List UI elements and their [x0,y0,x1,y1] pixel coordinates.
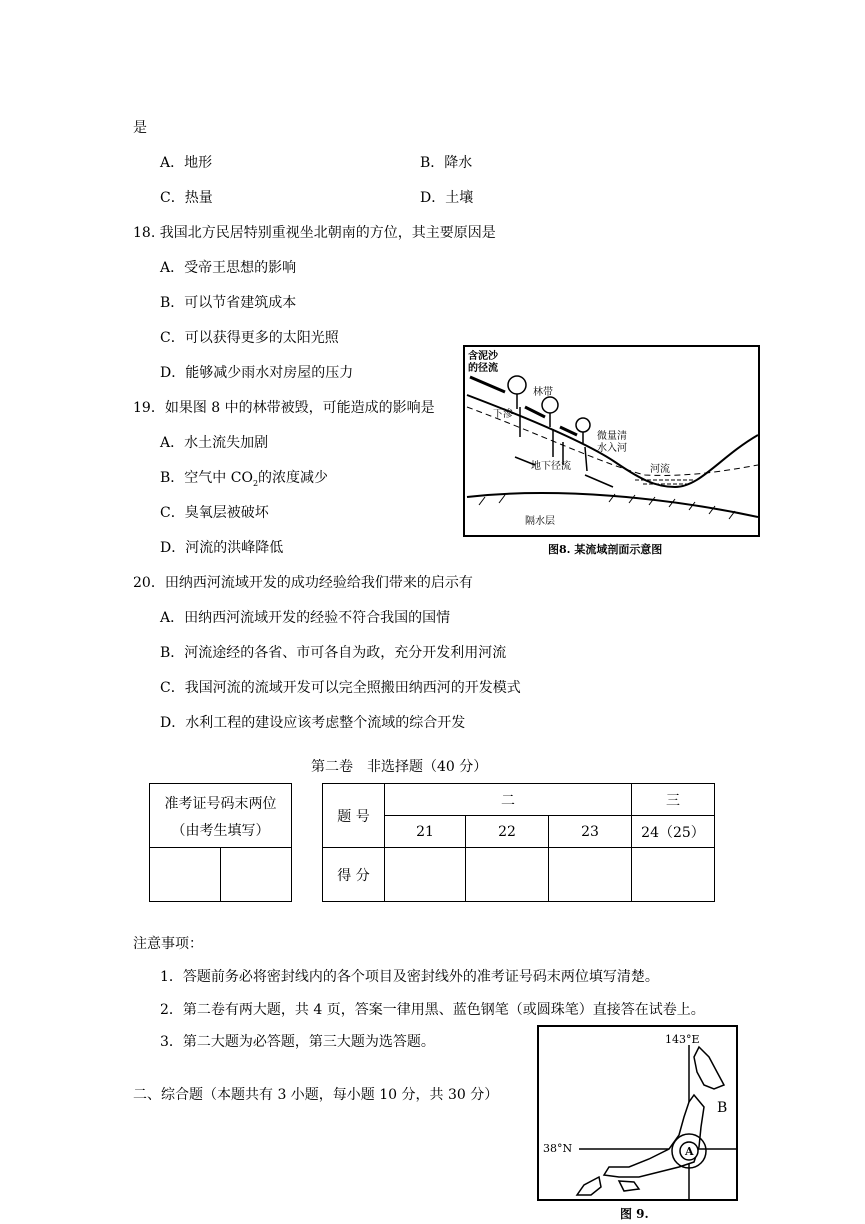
label-longitude: 143°E [665,1033,700,1046]
score-cell-24[interactable] [632,848,715,902]
q17-stem-tail: 是 [133,120,147,136]
q17-option-d[interactable]: D．土壤 [420,190,474,206]
score-cell-23[interactable] [549,848,632,902]
label-runoff-1: 含泥沙 [468,351,498,362]
q17-option-a[interactable]: A．地形 [160,155,213,171]
q18-option-c[interactable]: C．可以获得更多的太阳光照 [160,330,339,346]
q18-option-a[interactable]: A．受帝王思想的影响 [160,260,297,276]
label-clear-2: 水入河 [597,443,627,454]
score-row-label: 得 分 [323,848,385,902]
q17-option-b[interactable]: B．降水 [420,155,473,171]
notes-item-2: 2．第二卷有两大题，共 4 页，答案一律用黑、蓝色钢笔（或圆珠笔）直接答在试卷上。 [160,1002,705,1018]
q20-option-a[interactable]: A．田纳西河流域开发的经验不符合我国的国情 [160,610,451,626]
candidate-id-label: 准考证号码末两位 （由考生填写） [150,784,292,848]
notes-title: 注意事项： [133,936,203,952]
label-river: 河流 [650,464,670,475]
candidate-id-digit-1[interactable] [150,848,221,902]
score-question-header: 题 号 [323,784,385,848]
figure-9-drawing [539,1027,736,1199]
q19-option-a[interactable]: A．水土流失加剧 [160,435,269,451]
figure-9-japan-map [537,1025,738,1201]
q19-option-c[interactable]: C．臭氧层被破坏 [160,505,269,521]
label-b: B [717,1100,728,1116]
q20-stem: 20．田纳西河流域开发的成功经验给我们带来的启示有 [133,575,473,591]
label-runoff-2: 的径流 [468,363,498,374]
candidate-id-digit-2[interactable] [221,848,292,902]
q20-option-c[interactable]: C．我国河流的流域开发可以完全照搬田纳西河的开发模式 [160,680,521,696]
figure-8-drawing [465,347,758,535]
q17-option-c[interactable]: C．热量 [160,190,213,206]
label-clear-1: 微量清 [597,431,627,442]
score-col-22: 22 [466,816,549,848]
q18-option-d[interactable]: D．能够减少雨水对房屋的压力 [160,365,354,381]
q18-stem: 18. 我国北方民居特别重视坐北朝南的方位，其主要原因是 [133,225,496,241]
q19-option-b[interactable]: B．空气中 $CO_2$的浓度减少 [160,470,329,488]
label-aquiclude: 隔水层 [525,516,555,527]
q19-option-d[interactable]: D．河流的洪峰降低 [160,540,284,556]
q20-option-d[interactable]: D．水利工程的建设应该考虑整个流域的综合开发 [160,715,466,731]
label-forest: 林带 [533,387,553,398]
score-group-3: 三 [632,784,715,816]
notes-item-3: 3．第二大题为必答题，第三大题为选答题。 [160,1034,435,1050]
score-col-24: 24（25） [632,816,715,848]
label-infiltration: 下渗 [493,409,513,420]
figure-9-caption: 图 9. [620,1207,649,1221]
score-cell-22[interactable] [466,848,549,902]
score-group-2: 二 [385,784,632,816]
score-col-21: 21 [385,816,466,848]
label-groundwater: 地下径流 [531,461,571,472]
notes-item-1: 1．答题前务必将密封线内的各个项目及密封线外的准考证号码末两位填写清楚。 [160,969,659,985]
score-table [322,783,715,902]
section-2-title: 第二卷 非选择题（40 分） [311,759,488,775]
q20-option-b[interactable]: B．河流途经的各省、市可各自为政，充分开发利用河流 [160,645,507,661]
score-col-23: 23 [549,816,632,848]
q18-option-b[interactable]: B．可以节省建筑成本 [160,295,297,311]
label-a: A [685,1145,694,1158]
label-latitude: 38°N [543,1142,573,1155]
part-2-heading: 二、综合题（本题共有 3 小题，每小题 10 分，共 30 分） [133,1087,499,1103]
figure-8-caption: 图8. 某流域剖面示意图 [548,543,663,556]
score-cell-21[interactable] [385,848,466,902]
candidate-id-box [149,783,292,902]
q19-stem: 19．如果图 8 中的林带被毁，可能造成的影响是 [133,400,435,416]
figure-8-watershed-profile [463,345,760,537]
